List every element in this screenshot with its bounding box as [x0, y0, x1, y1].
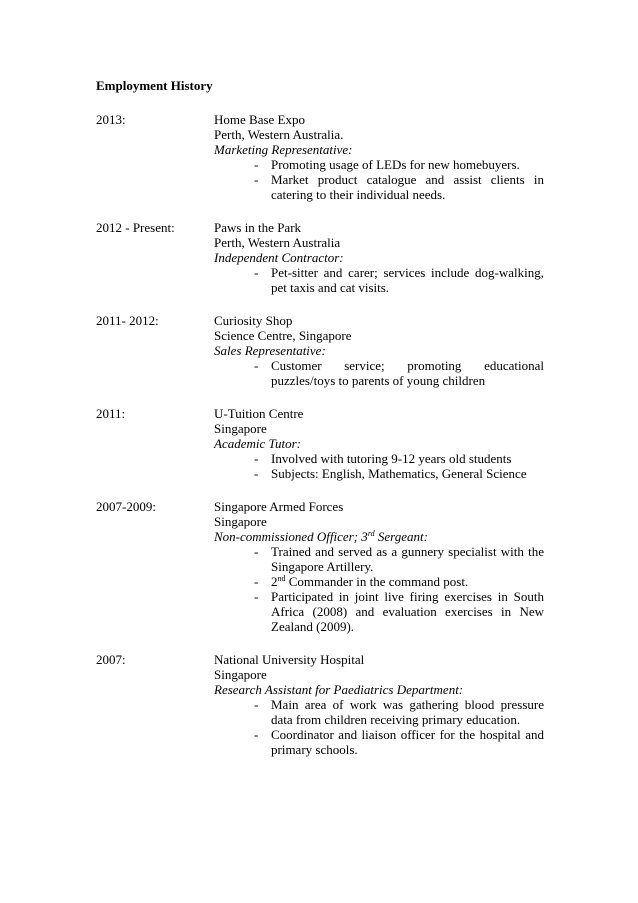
entry-bullets [214, 544, 544, 634]
bullet-prefix: 2 [271, 574, 278, 589]
entry-date: 2007: [96, 652, 126, 667]
bullet-item [214, 589, 544, 634]
bullet-text: Main area of work was gathering blood pressure data from children receiving primary education. [271, 697, 544, 727]
bullet-item [214, 544, 544, 574]
entry-role: Independent Contractor: [214, 250, 344, 265]
bullet-text [271, 574, 544, 589]
entry-details [214, 652, 544, 757]
entry-details [214, 220, 544, 295]
bullet-dash: - [254, 589, 259, 604]
entry-details [214, 406, 544, 481]
entry-role: Sales Representative: [214, 343, 326, 358]
bullet-item [214, 451, 544, 466]
role-prefix: Non-commissioned Officer; 3 [214, 529, 368, 544]
bullet-text: Market product catalogue and assist clients in catering to their individual needs. [271, 172, 544, 202]
bullet-dash: - [254, 451, 259, 466]
employment-entry [96, 112, 544, 202]
bullet-item [214, 466, 544, 481]
entry-role [214, 529, 544, 544]
bullet-dash: - [254, 358, 259, 373]
bullet-text: Subjects: English, Mathematics, General Science [271, 466, 527, 481]
bullet-text: Trained and served as a gunnery specialist with the Singapore Artillery. [271, 544, 544, 574]
entry-details [214, 499, 544, 634]
bullet-item [214, 157, 544, 172]
employment-entry [96, 499, 544, 634]
entry-date: 2011- 2012: [96, 313, 159, 328]
entry-organization: Curiosity Shop [214, 313, 293, 328]
bullet-suffix: Commander in the command post. [285, 574, 469, 589]
bullet-dash: - [254, 172, 259, 187]
employment-entry [96, 406, 544, 481]
bullet-dash: - [254, 466, 259, 481]
bullet-text: Customer service; promoting educational puzzles/toys to parents of young children [271, 358, 544, 388]
entry-location: Singapore [214, 421, 267, 436]
entry-organization: Singapore Armed Forces [214, 499, 344, 514]
employment-entry [96, 220, 544, 295]
bullet-item [214, 358, 544, 388]
entry-organization: U-Tuition Centre [214, 406, 304, 421]
entry-organization: Paws in the Park [214, 220, 302, 235]
entry-organization: Home Base Expo [214, 112, 305, 127]
entry-role: Marketing Representative: [214, 142, 353, 157]
entry-location: Science Centre, Singapore [214, 328, 352, 343]
entry-details [214, 313, 544, 388]
entry-date: 2007-2009: [96, 499, 156, 514]
bullet-item [214, 697, 544, 727]
entry-date: 2012 - Present: [96, 220, 175, 235]
entry-bullets [214, 697, 544, 757]
entry-details [214, 112, 544, 202]
entry-date: 2013: [96, 112, 126, 127]
entry-bullets [214, 157, 544, 202]
bullet-item [214, 574, 544, 589]
bullet-dash: - [254, 574, 259, 589]
bullet-dash: - [254, 157, 259, 172]
entry-organization: National University Hospital [214, 652, 365, 667]
entry-role: Research Assistant for Paediatrics Department: [214, 682, 464, 697]
bullet-text: Pet-sitter and carer; services include dog-walking, pet taxis and cat visits. [271, 265, 544, 295]
entry-location: Perth, Western Australia [214, 235, 341, 250]
bullet-dash: - [254, 697, 259, 712]
employment-history-page [96, 78, 544, 775]
employment-entry [96, 313, 544, 388]
bullet-dash: - [254, 265, 259, 280]
role-suffix: Sergeant: [374, 529, 428, 544]
entry-bullets [214, 265, 544, 295]
section-title: Employment History [96, 78, 213, 93]
bullet-text: Promoting usage of LEDs for new homebuyers. [271, 157, 520, 172]
entry-location: Perth, Western Australia. [214, 127, 344, 142]
entry-role: Academic Tutor: [214, 436, 302, 451]
bullet-item [214, 265, 544, 295]
role-superscript: rd [367, 529, 375, 538]
bullet-text: Coordinator and liaison officer for the hospital and primary schools. [271, 727, 544, 757]
bullet-superscript: nd [277, 574, 286, 583]
entry-location: Singapore [214, 667, 267, 682]
bullet-item [214, 172, 544, 202]
bullet-item [214, 727, 544, 757]
entry-bullets [214, 451, 544, 481]
entry-bullets [214, 358, 544, 388]
bullet-text: Involved with tutoring 9-12 years old students [271, 451, 512, 466]
employment-entry [96, 652, 544, 757]
bullet-dash: - [254, 727, 259, 742]
bullet-dash: - [254, 544, 259, 559]
bullet-text: Participated in joint live firing exercises in South Africa (2008) and evaluation exercises in New Zealand (2009). [271, 589, 544, 634]
entry-location: Singapore [214, 514, 267, 529]
entry-date: 2011: [96, 406, 126, 421]
